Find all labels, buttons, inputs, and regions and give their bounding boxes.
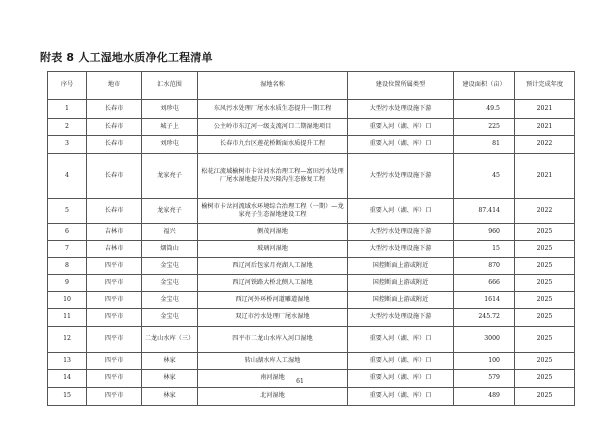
cell-city: 长春市 [87,136,142,154]
cell-year: 2025 [515,388,575,406]
cell-scope: 金宝屯 [142,292,198,309]
table-row [48,199,575,224]
cell-area: 87.414 [454,199,515,224]
cell-scope: 福兴 [142,224,198,241]
cell-scope: 金宝屯 [142,258,198,275]
cell-scope: 林家 [142,388,198,406]
cell-year: 2025 [515,353,575,370]
cell-seq: 13 [48,353,87,370]
cell-city: 吉林市 [87,241,142,258]
cell-area: 489 [454,388,515,406]
header-scope: 汇水范围 [142,72,198,100]
cell-seq: 4 [48,154,87,199]
cell-location-type: 重要入河（湖、库）口 [348,119,454,136]
cell-city: 长春市 [87,199,142,224]
table-row [48,241,575,258]
table-row [48,136,575,154]
cell-name: 长春市九台区莲花桥断面水质提升工程 [198,136,348,154]
cell-location-type: 国控断面上游或附近 [348,258,454,275]
cell-seq: 14 [48,370,87,388]
cell-area: 100 [454,353,515,370]
header-year: 预计完成年度 [515,72,575,100]
cell-location-type: 大型污水处理设施下游 [348,100,454,119]
header-name: 湿地名称 [198,72,348,100]
cell-seq: 15 [48,388,87,406]
cell-location-type: 大型污水处理设施下游 [348,241,454,258]
page-number: 61 [296,378,304,385]
header-location-type: 建设位置所属类型 [348,72,454,100]
cell-year: 2025 [515,258,575,275]
cell-location-type: 重要入河（湖、库）口 [348,327,454,353]
cell-area: 81 [454,136,515,154]
page-title: 附表 8 人工湿地水质净化工程清单 [40,51,213,64]
cell-area: 225 [454,119,515,136]
cell-city: 长春市 [87,119,142,136]
table-row [48,100,575,119]
cell-area: 579 [454,370,515,388]
cell-location-type: 重要入河（湖、库）口 [348,370,454,388]
cell-scope: 二龙山水库（三） [142,327,198,353]
cell-seq: 8 [48,258,87,275]
cell-seq: 6 [48,224,87,241]
table-row [48,275,575,292]
cell-location-type: 大型污水处理设施下游 [348,224,454,241]
cell-city: 长春市 [87,154,142,199]
cell-year: 2025 [515,292,575,309]
cell-city: 四平市 [87,327,142,353]
cell-location-type: 大型污水处理设施下游 [348,309,454,327]
cell-seq: 1 [48,100,87,119]
cell-year: 2025 [515,224,575,241]
cell-seq: 3 [48,136,87,154]
cell-location-type: 大型污水处理设施下游 [348,154,454,199]
cell-scope: 刘珍屯 [142,100,198,119]
cell-year: 2025 [515,241,575,258]
cell-seq: 5 [48,199,87,224]
table-row [48,154,575,199]
cell-area: 1614 [454,292,515,309]
cell-location-type: 重要入河（湖、库）口 [348,388,454,406]
cell-city: 四平市 [87,353,142,370]
cell-year: 2021 [515,119,575,136]
cell-scope: 龙家亮子 [142,154,198,199]
cell-name: 玻璃河湿地 [198,241,348,258]
cell-name: 东风污水处理厂尾水水质生态提升一期工程 [198,100,348,119]
cell-scope: 烟筒山 [142,241,198,258]
cell-city: 四平市 [87,275,142,292]
cell-seq: 9 [48,275,87,292]
header-area: 建设面积（亩） [454,72,515,100]
cell-year: 2022 [515,199,575,224]
cell-year: 2025 [515,309,575,327]
cell-city: 四平市 [87,370,142,388]
cell-city: 四平市 [87,292,142,309]
table-row [48,292,575,309]
cell-year: 2021 [515,100,575,119]
cell-location-type: 重要入河（湖、库）口 [348,199,454,224]
table-row [48,327,575,353]
cell-name: 松花江流域榆树市卡岔河水治理工程—富田污水处理厂尾水湿地提升及兴隆沟生态修复工程 [198,154,348,199]
cell-name: 转山湖水库人工湿地 [198,353,348,370]
cell-scope: 林家 [142,370,198,388]
cell-name: 北河湿地 [198,388,348,406]
table-row [48,388,575,406]
cell-name: 榆树市卡岔河流域水环境综合治理工程（一期）—龙家亮子生态湿地建设工程 [198,199,348,224]
cell-area: 245.72 [454,309,515,327]
cell-scope: 龙家亮子 [142,199,198,224]
table-row [48,119,575,136]
cell-location-type: 重要入河（湖、库）口 [348,136,454,154]
cell-location-type: 国控断面上游或附近 [348,292,454,309]
cell-year: 2021 [515,154,575,199]
cell-seq: 7 [48,241,87,258]
cell-city: 四平市 [87,309,142,327]
cell-city: 四平市 [87,388,142,406]
cell-name: 双辽市污水处理厂尾水湿地 [198,309,348,327]
cell-name: 西辽河后包家月亮湖人工湿地 [198,258,348,275]
cell-name: 南河湿地 [198,370,348,388]
cell-area: 960 [454,224,515,241]
cell-year: 2025 [515,370,575,388]
cell-name: 四平市二龙山水库入河口湿地 [198,327,348,353]
cell-name: 侧茂河湿地 [198,224,348,241]
cell-seq: 2 [48,119,87,136]
cell-area: 15 [454,241,515,258]
header-seq: 序号 [48,72,87,100]
cell-scope: 林家 [142,353,198,370]
cell-city: 长春市 [87,100,142,119]
cell-area: 3000 [454,327,515,353]
cell-year: 2025 [515,275,575,292]
cell-scope: 刘珍屯 [142,136,198,154]
table-header-row [48,72,575,100]
cell-city: 吉林市 [87,224,142,241]
cell-location-type: 国控断面上游或附近 [348,275,454,292]
cell-year: 2022 [515,136,575,154]
cell-area: 45 [454,154,515,199]
wetland-projects-table [47,71,575,406]
cell-area: 666 [454,275,515,292]
cell-year: 2025 [515,327,575,353]
table-row [48,353,575,370]
cell-area: 49.5 [454,100,515,119]
cell-scope: 金宝屯 [142,309,198,327]
cell-area: 870 [454,258,515,275]
header-city: 地市 [87,72,142,100]
cell-name: 西辽河铁路大桥北侧人工湿地 [198,275,348,292]
cell-scope: 金宝屯 [142,275,198,292]
cell-seq: 10 [48,292,87,309]
table-row [48,258,575,275]
cell-location-type: 重要入河（湖、库）口 [348,353,454,370]
cell-name: 西辽河外环桥河道雕道湿地 [198,292,348,309]
cell-seq: 11 [48,309,87,327]
cell-scope: 城子上 [142,119,198,136]
table-row [48,224,575,241]
cell-name: 公主岭市东辽河一级支流河口二期湿地项目 [198,119,348,136]
cell-seq: 12 [48,327,87,353]
cell-city: 四平市 [87,258,142,275]
table-row [48,309,575,327]
